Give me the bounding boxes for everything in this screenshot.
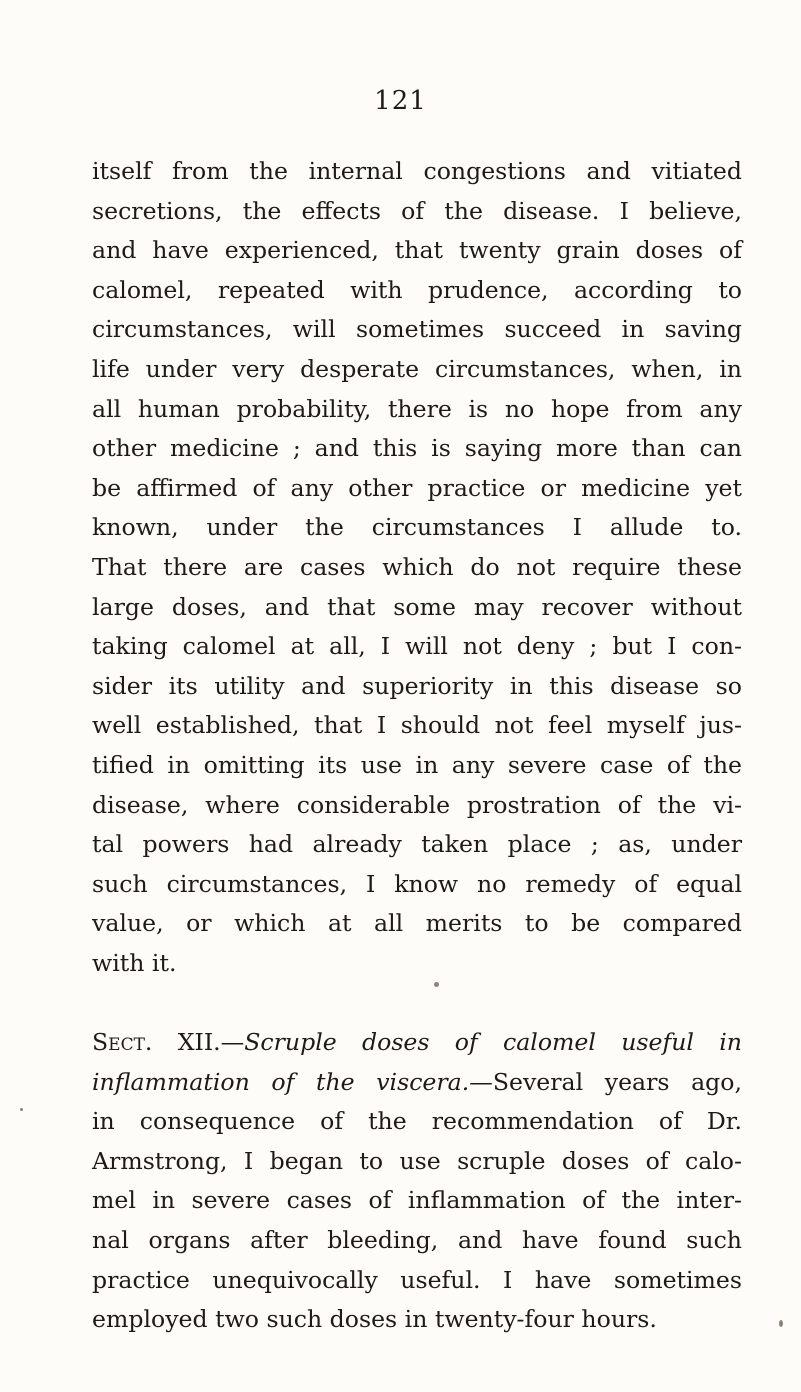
- section-dash: —: [220, 1028, 245, 1057]
- text-line: secretions, the effects of the disease. I believe,: [92, 196, 742, 225]
- text-line: tal powers had already taken place ; as, under: [92, 830, 742, 859]
- text-line: in consequence of the recommendation of Dr.: [92, 1107, 742, 1136]
- ink-speck: [20, 1108, 23, 1111]
- body-text: [92, 152, 742, 1340]
- text-line: disease, where considerable prostration of the vi-: [92, 790, 742, 819]
- section-title-part2: inflammation of the viscera.: [92, 1067, 470, 1096]
- text-line: Armstrong, I began to use scruple doses of calo-: [92, 1146, 742, 1175]
- text-line: practice unequivocally useful. I have sometimes: [92, 1265, 742, 1294]
- text-line: itself from the internal congestions and vitiated: [92, 157, 742, 185]
- ink-speck: [434, 982, 439, 987]
- text-line: employed two such doses in twenty-four hours.: [92, 1305, 657, 1334]
- text-line: such circumstances, I know no remedy of equal: [92, 869, 742, 898]
- text-line: circumstances, will sometimes succeed in saving: [92, 315, 742, 344]
- text-line: with it.: [92, 948, 177, 977]
- paragraph-gap: [92, 983, 742, 1023]
- text-line: taking calomel at all, I will not deny ; but I con-: [92, 632, 742, 661]
- text-line: life under very desperate circumstances, when, in: [92, 354, 742, 383]
- text-line: all human probability, there is no hope from any: [92, 394, 742, 423]
- text-line: known, under the circumstances I allude to.: [92, 513, 742, 542]
- section-heading-line: [92, 1063, 742, 1103]
- section-body-start: —Several years ago,: [469, 1067, 742, 1096]
- text-line: and have experienced, that twenty grain doses of: [92, 236, 742, 265]
- section-label: Sect. XII.: [92, 1028, 221, 1057]
- text-line: That there are cases which do not require these: [92, 552, 742, 581]
- text-line: calomel, repeated with prudence, according to: [92, 275, 742, 304]
- ink-speck: [779, 1320, 783, 1327]
- section-heading-line: [92, 1023, 742, 1063]
- text-line: mel in severe cases of inflammation of the inter-: [92, 1186, 742, 1215]
- text-line: large doses, and that some may recover without: [92, 592, 742, 621]
- text-line: sider its utility and superiority in this disease so: [92, 671, 742, 700]
- text-line: value, or which at all merits to be compared: [92, 909, 742, 938]
- text-line: other medicine ; and this is saying more than can: [92, 434, 742, 463]
- text-line: be affirmed of any other practice or medicine yet: [92, 473, 742, 502]
- section-title-part1: Scruple doses of calomel useful in: [244, 1028, 742, 1057]
- text-line: tified in omitting its use in any severe case of the: [92, 750, 742, 779]
- text-line: well established, that I should not feel myself jus-: [92, 711, 742, 740]
- text-line: nal organs after bleeding, and have found such: [92, 1226, 742, 1255]
- page-number: 121: [374, 86, 427, 116]
